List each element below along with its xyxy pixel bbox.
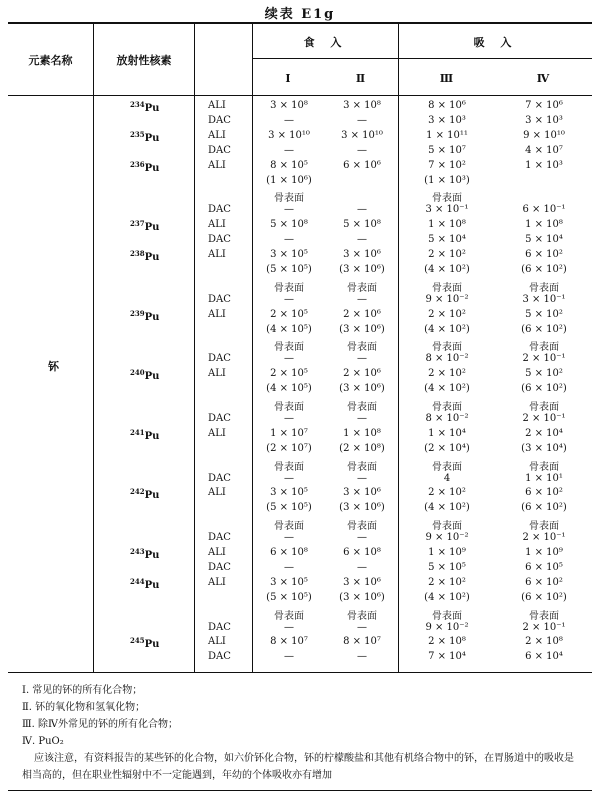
col-i-cell: (5 × 10⁵) [266, 502, 312, 514]
col-i-cell: 2 × 10⁵ [270, 368, 308, 380]
nuclide-label [130, 487, 159, 501]
type-cell: ALI [208, 129, 226, 141]
col-iv-cell: 2 × 10⁻¹ [522, 621, 566, 633]
col-i-cell: 2 × 10⁵ [270, 308, 308, 320]
col-iii-cell: 2 × 10² [428, 368, 466, 380]
col-ii-cell: 6 × 10⁸ [343, 547, 381, 558]
note-5: 应该注意，有资料报告的某些钚的化合物，如六价钚化合物，钚的柠檬酸盐和其他有机络合物中的钚，在胃肠道中的吸收是相当高的，但在职业性辐射中不一定能遇到，年幼的个体吸收亦有增加 [22, 753, 574, 781]
nuclide-label [130, 100, 159, 114]
col-ii-cell: — [357, 204, 367, 216]
col-ii-cell: — [357, 353, 367, 365]
col-iv-cell: 2 × 10⁴ [525, 427, 563, 439]
nuclide-label [130, 577, 159, 591]
footnotes [22, 682, 582, 784]
col-iv-cell: 6 × 10⁻¹ [522, 204, 566, 216]
type-cell: DAC [208, 651, 231, 663]
col-iv-cell: 2 × 10⁻¹ [522, 353, 566, 365]
nuclide-label [130, 130, 159, 144]
col-i-cell: 3 × 10⁵ [270, 576, 308, 588]
col-ii-cell: (3 × 10⁶) [339, 263, 385, 275]
col-ii-cell: (3 × 10⁶) [339, 383, 385, 395]
col-iii-cell: 3 × 10⁻¹ [425, 204, 469, 216]
type-cell: DAC [208, 293, 231, 305]
col-iii-cell: (4 × 10²) [424, 323, 470, 335]
col-ii-cell: 6 × 10⁶ [343, 159, 381, 171]
col-ii-cell: 1 × 10⁸ [343, 427, 381, 439]
col-i-cell: 骨表面 [274, 402, 304, 413]
type-cell: ALI [208, 636, 226, 648]
col-iv-cell: (6 × 10²) [521, 263, 567, 275]
col-ii-cell: 8 × 10⁷ [343, 636, 381, 648]
col-iii-cell: (1 × 10³) [424, 174, 470, 186]
col-ii-cell: — [357, 293, 367, 305]
col-i-cell: — [284, 651, 294, 663]
col-iv-cell: 6 × 10⁴ [525, 651, 563, 663]
mass-number: 239 [130, 308, 145, 318]
col-i-cell: 骨表面 [274, 282, 304, 294]
col-rule-4 [398, 23, 399, 672]
nuclide-label [130, 309, 159, 323]
col-i-cell: (4 × 10⁵) [266, 383, 312, 395]
col-i-cell: 3 × 10⁵ [270, 487, 308, 499]
col-iv-cell: (3 × 10⁴) [521, 442, 567, 454]
type-cell: DAC [208, 412, 231, 424]
col-ii-cell: — [357, 144, 367, 156]
col-iii-cell: 骨表面 [432, 521, 462, 533]
element-symbol: Pu [144, 550, 160, 561]
col-ii-cell: — [357, 621, 367, 633]
note-4: Ⅳ. PuO₂ [22, 736, 64, 747]
element-symbol: Pu [144, 311, 160, 323]
col-i-cell: — [284, 621, 294, 633]
col-ii-cell: 3 × 10⁶ [343, 576, 381, 588]
mass-number: 235 [130, 129, 145, 139]
col-i-cell: — [284, 532, 294, 544]
col-rule-3 [252, 23, 253, 672]
body-bottom-rule [8, 672, 592, 673]
col-i-cell: 骨表面 [274, 461, 304, 473]
mass-number: 245 [130, 636, 145, 646]
type-cell: ALI [208, 100, 226, 111]
mass-number: 244 [130, 576, 145, 586]
col-ii-cell: 5 × 10⁸ [343, 219, 381, 231]
col-iv-cell: 3 × 10³ [525, 114, 563, 126]
col-ii-cell: 骨表面 [347, 282, 377, 294]
type-cell: DAC [208, 532, 231, 544]
col-i-cell: — [284, 561, 294, 573]
col-ii-cell: — [357, 412, 367, 424]
col-iv-cell: 1 × 10¹ [525, 472, 563, 484]
col-iv-cell: (6 × 10²) [521, 323, 567, 335]
col-iv-cell: 骨表面 [529, 610, 559, 622]
element-symbol: Pu [144, 371, 160, 383]
col-i-cell: — [284, 234, 294, 246]
mass-number: 236 [130, 159, 145, 169]
header-bottom-rule [8, 95, 592, 96]
col-i-cell: 骨表面 [274, 521, 304, 533]
col-i-cell: — [284, 204, 294, 216]
header-col-i: Ⅰ [285, 72, 291, 85]
col-iv-cell: 骨表面 [529, 461, 559, 473]
col-rule-1 [93, 23, 94, 672]
col-ii-cell: (2 × 10⁸) [339, 442, 385, 454]
col-iv-cell: 9 × 10¹⁰ [523, 129, 565, 141]
col-ii-cell: 骨表面 [347, 342, 377, 354]
col-ii-cell: (3 × 10⁶) [339, 502, 385, 514]
type-cell: DAC [208, 114, 231, 126]
element-symbol: Pu [144, 103, 160, 114]
col-iii-cell: 5 × 10⁴ [428, 234, 466, 246]
col-ii-cell: 骨表面 [347, 402, 377, 413]
element-symbol: Pu [144, 252, 160, 263]
col-i-cell: 3 × 10¹⁰ [268, 129, 310, 141]
col-i-cell: 6 × 10⁸ [270, 547, 308, 558]
nuclide-label [130, 160, 159, 174]
col-iv-cell: 1 × 10⁸ [525, 219, 563, 231]
col-i-cell: (1 × 10⁶) [266, 174, 312, 186]
col-i-cell: 1 × 10⁷ [270, 427, 308, 439]
type-cell: ALI [208, 427, 226, 439]
col-i-cell: 3 × 10⁸ [270, 100, 308, 111]
header-col-iii: Ⅲ [439, 72, 454, 85]
col-ii-cell: 3 × 10¹⁰ [341, 129, 383, 141]
col-i-cell: — [284, 472, 294, 484]
col-iv-cell: 骨表面 [529, 521, 559, 533]
col-iv-cell: 1 × 10⁹ [525, 547, 563, 558]
col-i-cell: (4 × 10⁵) [266, 323, 312, 335]
col-iii-cell: 1 × 10⁹ [428, 547, 466, 558]
type-cell: DAC [208, 234, 231, 246]
col-iii-cell: 5 × 10⁷ [428, 144, 466, 156]
type-cell: ALI [208, 308, 226, 320]
col-i-cell: (2 × 10⁷) [266, 442, 312, 454]
col-ii-cell: 骨表面 [347, 521, 377, 533]
col-i-cell: — [284, 353, 294, 365]
type-cell: ALI [208, 576, 226, 588]
col-iii-cell: 2 × 10² [428, 487, 466, 499]
nuclide-label [130, 219, 159, 233]
col-iv-cell: 4 × 10⁷ [525, 144, 563, 156]
header-col-ii: Ⅱ [355, 72, 366, 85]
nuclide-label [130, 428, 159, 442]
col-iv-cell: 6 × 10² [525, 249, 563, 260]
col-ii-cell: (3 × 10⁶) [339, 591, 385, 603]
col-ii-cell: 3 × 10⁶ [343, 249, 381, 260]
nuclide-label [130, 249, 159, 263]
col-i-cell: — [284, 144, 294, 156]
col-iv-cell: 5 × 10⁴ [525, 234, 563, 246]
element-symbol: Pu [144, 162, 160, 174]
col-i-cell: 骨表面 [274, 342, 304, 354]
element-symbol: Pu [144, 430, 160, 442]
col-iv-cell: 1 × 10³ [525, 159, 563, 171]
col-i-cell: — [284, 114, 294, 126]
header-col-iv: Ⅳ [536, 72, 550, 85]
col-iii-cell: 骨表面 [432, 402, 462, 413]
col-ii-cell: (3 × 10⁶) [339, 323, 385, 335]
col-iv-cell: 6 × 10⁵ [525, 561, 563, 573]
col-iii-cell: 8 × 10⁶ [428, 100, 466, 111]
col-iii-cell: 2 × 10² [428, 308, 466, 320]
element-symbol: Pu [144, 490, 160, 502]
col-rule-2 [194, 23, 195, 672]
top-rule [8, 22, 592, 24]
type-cell: ALI [208, 547, 226, 558]
col-ii-cell: — [357, 651, 367, 663]
col-iii-cell: (4 × 10²) [424, 383, 470, 395]
element-symbol: Pu [144, 639, 160, 651]
col-iv-cell: 3 × 10⁻¹ [522, 293, 566, 305]
col-iii-cell: (4 × 10²) [424, 502, 470, 514]
note-3: Ⅲ. 除Ⅳ外常见的钚的所有化合物； [22, 719, 178, 730]
col-iii-cell: 8 × 10⁻² [425, 412, 469, 424]
header-ingestion: 食 入 [303, 36, 348, 49]
col-iii-cell: 骨表面 [432, 193, 462, 205]
col-iii-cell: 5 × 10⁵ [428, 561, 466, 573]
col-i-cell: 5 × 10⁸ [270, 219, 308, 231]
element-symbol: Pu [144, 222, 160, 234]
element-symbol: Pu [144, 579, 160, 591]
col-iv-cell: (6 × 10²) [521, 591, 567, 603]
mass-number: 241 [130, 427, 145, 437]
col-ii-cell: 2 × 10⁶ [343, 308, 381, 320]
col-i-cell: 骨表面 [274, 193, 304, 205]
col-iv-cell: 2 × 10⁸ [525, 636, 563, 648]
col-iii-cell: (4 × 10²) [424, 263, 470, 275]
type-cell: DAC [208, 472, 231, 484]
col-iii-cell: 1 × 10⁸ [428, 219, 466, 231]
col-iv-cell: 2 × 10⁻¹ [522, 532, 566, 544]
col-iii-cell: 2 × 10² [428, 249, 466, 260]
col-iii-cell: 2 × 10² [428, 576, 466, 588]
mass-number: 240 [130, 368, 145, 378]
nuclide-label [130, 547, 159, 561]
type-cell: ALI [208, 368, 226, 380]
col-i-cell: 8 × 10⁷ [270, 636, 308, 648]
col-i-cell: 8 × 10⁵ [270, 159, 308, 171]
type-cell: ALI [208, 159, 226, 171]
col-iii-cell: 7 × 10⁴ [428, 651, 466, 663]
col-iv-cell: (6 × 10²) [521, 502, 567, 514]
col-iv-cell: 骨表面 [529, 402, 559, 413]
col-iii-cell: (4 × 10²) [424, 591, 470, 603]
type-cell: DAC [208, 561, 231, 573]
col-i-cell: — [284, 293, 294, 305]
note-2: Ⅱ. 钚的氧化物和氢氧化物； [22, 702, 146, 713]
col-iv-cell: 6 × 10² [525, 487, 563, 499]
header-nuclide: 放射性核素 [116, 54, 172, 67]
col-iii-cell: 8 × 10⁻² [425, 353, 469, 365]
nuclide-label [130, 368, 159, 382]
element-symbol: Pu [144, 132, 160, 144]
col-ii-cell: — [357, 561, 367, 573]
mass-number: 243 [130, 547, 145, 556]
col-iv-cell: 骨表面 [529, 282, 559, 294]
col-iii-cell: 2 × 10⁸ [428, 636, 466, 648]
col-iii-cell: 骨表面 [432, 461, 462, 473]
type-cell: ALI [208, 219, 226, 231]
header-element-name: 元素名称 [28, 54, 73, 67]
col-iii-cell: 1 × 10¹¹ [426, 129, 468, 141]
col-iii-cell: 7 × 10² [428, 159, 466, 171]
type-cell: DAC [208, 621, 231, 633]
col-ii-cell: — [357, 234, 367, 246]
col-iii-cell: 1 × 10⁴ [428, 427, 466, 439]
page-bottom-rule [8, 790, 592, 791]
col-iv-cell: 骨表面 [529, 342, 559, 354]
col-iv-cell: (6 × 10²) [521, 383, 567, 395]
mass-number: 234 [130, 100, 145, 109]
col-iii-cell: (2 × 10⁴) [424, 442, 470, 454]
col-i-cell: — [284, 412, 294, 424]
col-ii-cell: 骨表面 [347, 461, 377, 473]
table-title: 续表 E1g [264, 7, 336, 22]
mass-number: 237 [130, 219, 145, 229]
col-iii-cell: 骨表面 [432, 610, 462, 622]
col-iv-cell: 2 × 10⁻¹ [522, 412, 566, 424]
mass-number: 238 [130, 249, 145, 258]
col-iii-cell: 4 [443, 472, 451, 484]
mass-number: 242 [130, 487, 145, 497]
col-ii-cell: — [357, 472, 367, 484]
type-cell: DAC [208, 144, 231, 156]
col-iii-cell: 骨表面 [432, 282, 462, 294]
type-cell: DAC [208, 353, 231, 365]
col-i-cell: 骨表面 [274, 610, 304, 622]
col-iii-cell: 骨表面 [432, 342, 462, 354]
col-ii-cell: 骨表面 [347, 610, 377, 622]
col-ii-cell: — [357, 532, 367, 544]
col-ii-cell: 3 × 10⁶ [343, 487, 381, 499]
col-ii-cell: — [357, 114, 367, 126]
type-cell: ALI [208, 249, 226, 260]
nuclide-label [130, 636, 159, 650]
header-mid-rule [252, 58, 592, 59]
col-i-cell: (5 × 10⁵) [266, 263, 312, 275]
header-inhalation: 吸 入 [473, 36, 518, 49]
type-cell: DAC [208, 204, 231, 216]
col-ii-cell: 2 × 10⁶ [343, 368, 381, 380]
type-cell: ALI [208, 487, 226, 499]
note-1: Ⅰ. 常见的钚的所有化合物； [22, 685, 143, 696]
col-iv-cell: 6 × 10² [525, 576, 563, 588]
col-iv-cell: 5 × 10² [525, 368, 563, 380]
col-iii-cell: 9 × 10⁻² [425, 621, 469, 633]
element-name-cell: 钚 [48, 360, 59, 373]
col-iii-cell: 9 × 10⁻² [425, 293, 469, 305]
col-i-cell: (5 × 10⁵) [266, 591, 312, 603]
col-iv-cell: 7 × 10⁶ [525, 100, 563, 111]
col-i-cell: 3 × 10⁵ [270, 249, 308, 260]
col-iv-cell: 5 × 10² [525, 308, 563, 320]
col-iii-cell: 9 × 10⁻² [425, 532, 469, 544]
col-iii-cell: 3 × 10³ [428, 114, 466, 126]
col-ii-cell: 3 × 10⁸ [343, 100, 381, 111]
